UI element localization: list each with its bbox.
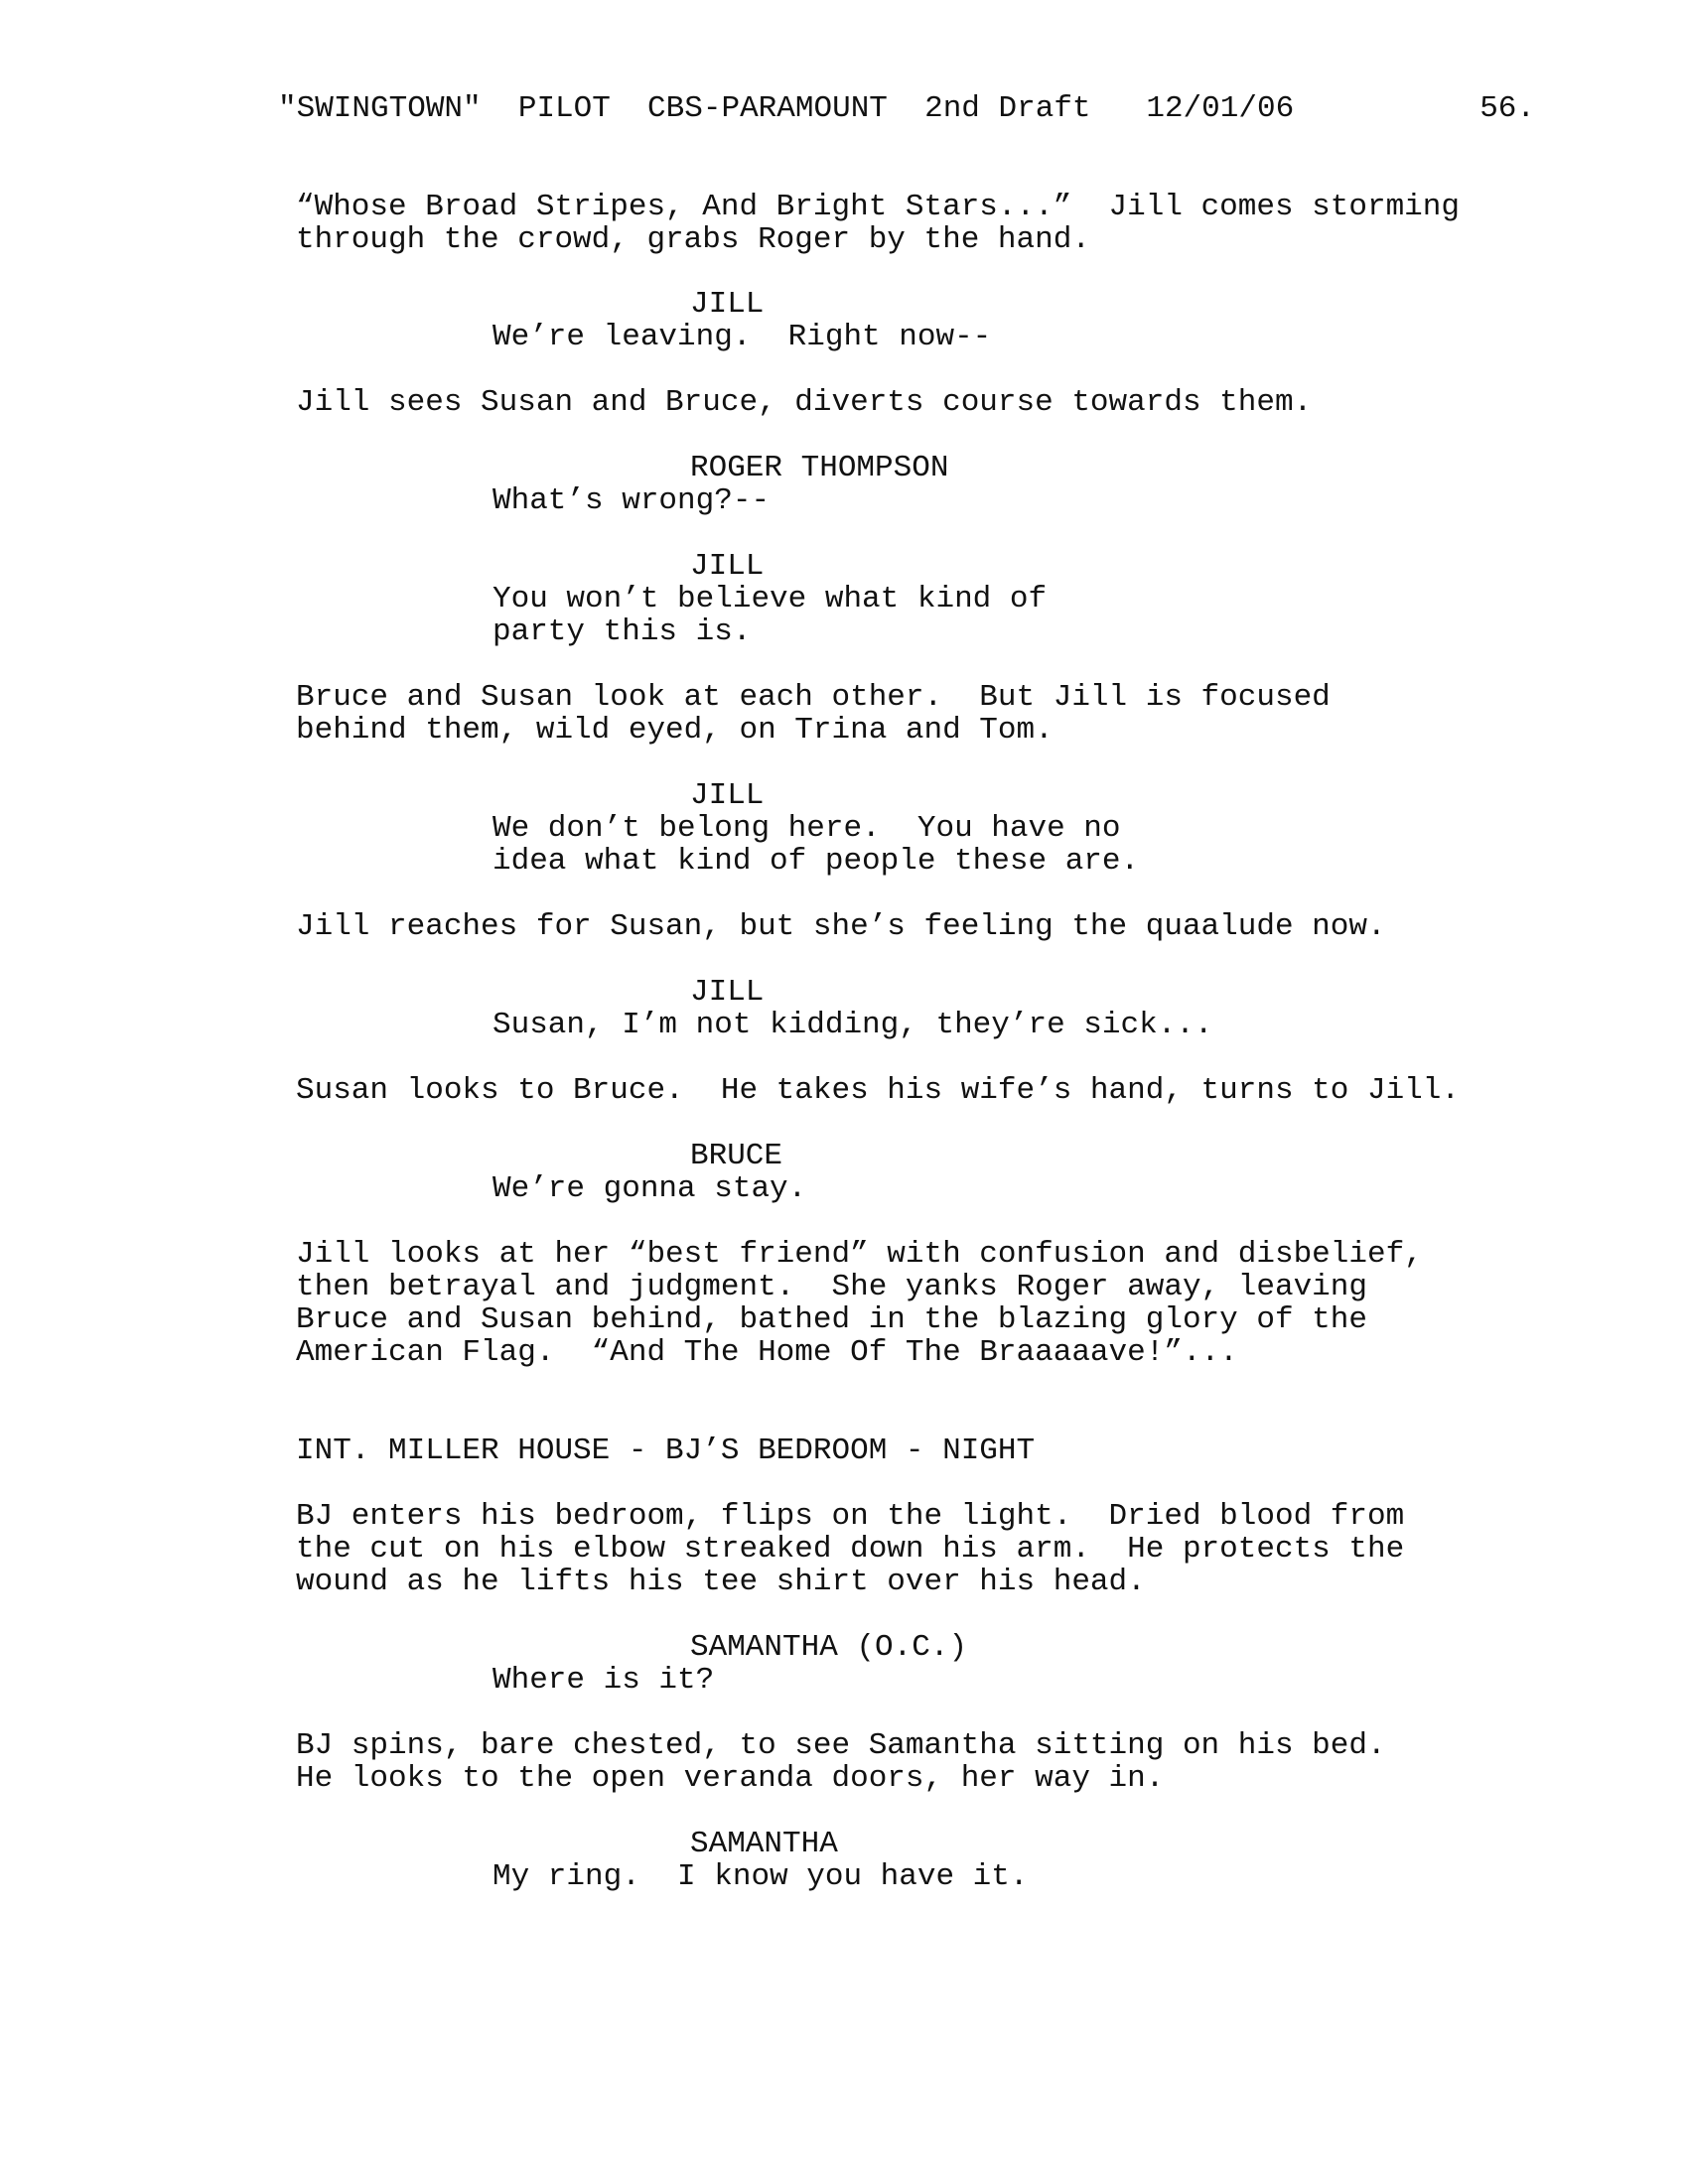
action-line: Jill looks at her “best friend” with confusion and disbelief, then betrayal and judgment. She yanks Roger away, leaving Bruce and Susan behind, bathed in the blazing glory of the American Flag. “And The Home Of The Braaaaave!”... (296, 1237, 1423, 1370)
header-slug: "SWINGTOWN" PILOT CBS-PARAMOUNT 2nd Draft 12/01/06 (278, 91, 1295, 126)
dialogue-line: We’re leaving. Right now-- (492, 320, 992, 354)
dialogue-line: Susan, I’m not kidding, they’re sick... (492, 1008, 1213, 1042)
character-name: SAMANTHA (O.C.) (690, 1630, 968, 1665)
character-name: ROGER THOMPSON (690, 451, 949, 485)
action-line: “Whose Broad Stripes, And Bright Stars...” Jill comes storming through the crowd, grabs Roger by the hand. (296, 190, 1460, 257)
dialogue-line: My ring. I know you have it. (492, 1859, 1029, 1894)
scene-heading: INT. MILLER HOUSE - BJ’S BEDROOM - NIGHT (296, 1433, 1036, 1468)
action-line: BJ spins, bare chested, to see Samantha sitting on his bed. He looks to the open veranda doors, her way in. (296, 1728, 1386, 1796)
action-line: Bruce and Susan look at each other. But Jill is focused behind them, wild eyed, on Trina and Tom. (296, 680, 1331, 748)
action-line: Susan looks to Bruce. He takes his wife’s hand, turns to Jill. (296, 1073, 1460, 1108)
action-line: Jill sees Susan and Bruce, diverts course towards them. (296, 385, 1313, 420)
dialogue-line: Where is it? (492, 1663, 715, 1698)
dialogue-line: You won’t believe what kind of party this is. (492, 582, 1048, 649)
action-line: BJ enters his bedroom, flips on the light. Dried blood from the cut on his elbow streaked down his arm. He protects the wound as he lifts his tee shirt over his head. (296, 1499, 1405, 1599)
character-name: JILL (690, 778, 765, 813)
page-number: 56. (1479, 91, 1535, 126)
dialogue-line: We don’t belong here. You have no idea what kind of people these are. (492, 811, 1140, 879)
page-header (278, 92, 1535, 126)
character-name: SAMANTHA (690, 1827, 838, 1861)
character-name: JILL (690, 549, 765, 584)
character-name: JILL (690, 287, 765, 322)
character-name: JILL (690, 975, 765, 1010)
action-line: Jill reaches for Susan, but she’s feeling the quaalude now. (296, 909, 1386, 944)
dialogue-line: What’s wrong?-- (492, 483, 771, 518)
character-name: BRUCE (690, 1139, 783, 1173)
dialogue-line: We’re gonna stay. (492, 1171, 807, 1206)
